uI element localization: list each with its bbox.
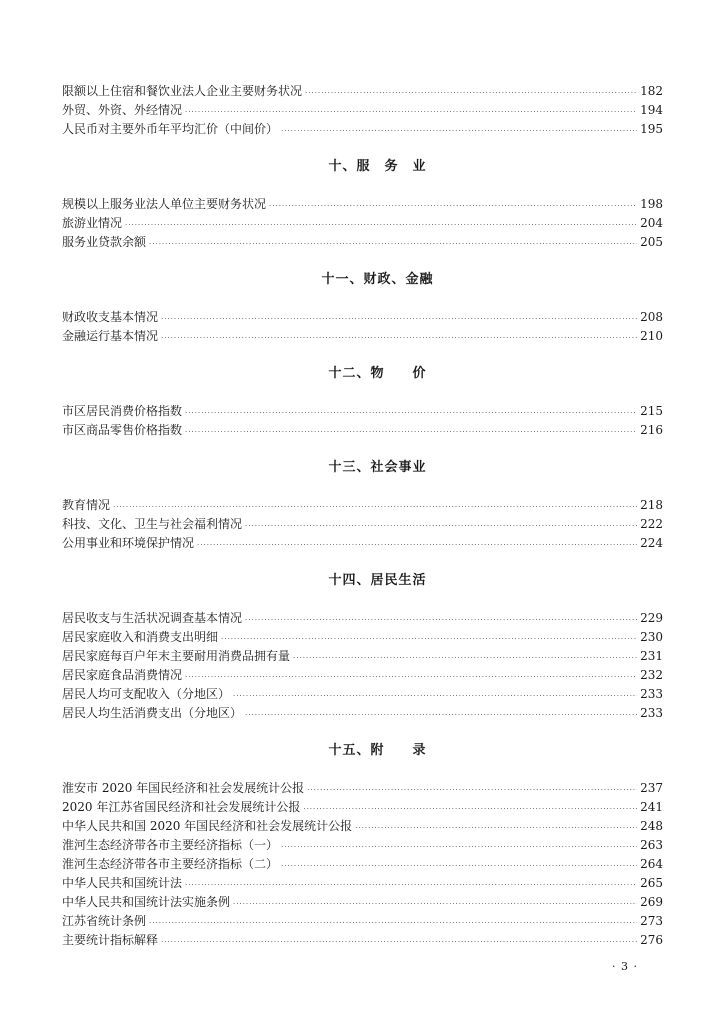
entry-title: 居民人均可支配收入（分地区） (62, 687, 231, 701)
entry-page-number: 216 (640, 423, 663, 437)
dot-leader (303, 800, 637, 819)
entry-page-number: 230 (640, 630, 663, 644)
section-heading: 十五、附 录 (328, 743, 427, 758)
entry-title: 规模以上服务业法人单位主要财务状况 (62, 197, 267, 211)
toc-entry[interactable] (62, 214, 663, 233)
dot-leader (305, 84, 637, 103)
toc-entry[interactable] (62, 685, 663, 704)
entry-title: 居民家庭每百户年末主要耐用消费品拥有量 (62, 649, 291, 663)
entry-title: 中华人民共和国统计法 (62, 876, 183, 890)
entry-title: 淮河生态经济带各市主要经济指标（一） (62, 838, 279, 852)
entry-page-number: 222 (640, 517, 663, 531)
entry-title: 服务业贷款余额 (62, 235, 147, 249)
section-heading: 十一、财政、金融 (321, 272, 434, 287)
section-heading: 十三、社会事业 (328, 460, 427, 475)
toc-entry[interactable] (62, 82, 663, 101)
entry-title: 淮河生态经济带各市主要经济指标（二） (62, 857, 279, 871)
dot-leader (281, 122, 637, 141)
toc-section (62, 553, 663, 723)
entry-page-number: 195 (640, 122, 663, 136)
toc-section (62, 723, 663, 950)
dot-leader (161, 310, 637, 329)
entry-page-number: 237 (640, 781, 663, 795)
entry-page-number: 232 (640, 668, 663, 682)
entry-page-number: 264 (640, 857, 663, 871)
toc-entry[interactable] (62, 798, 663, 817)
entry-page-number: 273 (640, 914, 663, 928)
entry-page-number: 204 (640, 216, 663, 230)
dot-leader (355, 819, 637, 838)
toc-entry[interactable] (62, 421, 663, 440)
entry-page-number: 218 (640, 498, 663, 512)
entry-page-number: 276 (640, 933, 663, 947)
entry-title: 限额以上住宿和餐饮业法人企业主要财务状况 (62, 84, 303, 98)
dot-leader (281, 857, 637, 876)
entry-page-number: 224 (640, 536, 663, 550)
toc-entry[interactable] (62, 874, 663, 893)
entry-title: 中华人民共和国 2020 年国民经济和社会发展统计公报 (62, 819, 353, 833)
toc-entry[interactable] (62, 195, 663, 214)
section-heading: 十四、居民生活 (328, 573, 427, 588)
toc-entry[interactable] (62, 515, 663, 534)
dot-leader (233, 687, 637, 706)
entry-page-number: 233 (640, 687, 663, 701)
entry-title: 江苏省统计条例 (62, 914, 147, 928)
entry-page-number: 210 (640, 329, 663, 343)
dot-leader (307, 781, 637, 800)
toc-entry[interactable] (62, 893, 663, 912)
entry-page-number: 231 (640, 649, 663, 663)
toc-entry[interactable] (62, 855, 663, 874)
dot-leader (293, 649, 637, 668)
toc-section (62, 82, 663, 139)
entry-title: 居民家庭收入和消费支出明细 (62, 630, 219, 644)
table-of-contents (62, 82, 663, 950)
entry-title: 人民币对主要外币年平均汇价（中间价） (62, 122, 279, 136)
page-number: · 3 · (612, 960, 638, 973)
dot-leader (197, 536, 637, 555)
dot-leader (245, 706, 637, 725)
entry-title: 财政收支基本情况 (62, 310, 159, 324)
toc-section (62, 346, 663, 440)
entry-page-number: 229 (640, 611, 663, 625)
toc-entry[interactable] (62, 931, 663, 950)
dot-leader (245, 517, 637, 536)
entry-page-number: 263 (640, 838, 663, 852)
entry-page-number: 241 (640, 800, 663, 814)
dot-leader (125, 216, 637, 235)
toc-section (62, 440, 663, 553)
toc-entry[interactable] (62, 402, 663, 421)
entry-title: 主要统计指标解释 (62, 933, 159, 947)
entry-page-number: 182 (640, 84, 663, 98)
entry-page-number: 205 (640, 235, 663, 249)
dot-leader (185, 423, 637, 442)
entry-title: 淮安市 2020 年国民经济和社会发展统计公报 (62, 781, 305, 795)
entry-title: 科技、文化、卫生与社会福利情况 (62, 517, 243, 531)
entry-title: 教育情况 (62, 498, 111, 512)
dot-leader (245, 611, 637, 630)
entry-title: 旅游业情况 (62, 216, 123, 230)
entry-page-number: 215 (640, 404, 663, 418)
toc-section (62, 252, 663, 346)
dot-leader (161, 933, 637, 952)
toc-entry[interactable] (62, 817, 663, 836)
toc-entry[interactable] (62, 308, 663, 327)
section-heading: 十二、物 价 (328, 366, 427, 381)
dot-leader (185, 404, 637, 423)
section-heading: 十、服 务 业 (328, 159, 427, 174)
dot-leader (185, 668, 637, 687)
toc-entry[interactable] (62, 836, 663, 855)
entry-title: 市区商品零售价格指数 (62, 423, 183, 437)
toc-entry[interactable] (62, 628, 663, 647)
dot-leader (161, 329, 637, 348)
toc-entry[interactable] (62, 647, 663, 666)
entry-title: 居民人均生活消费支出（分地区） (62, 706, 243, 720)
entry-page-number: 194 (640, 103, 663, 117)
toc-entry[interactable] (62, 534, 663, 553)
dot-leader (149, 914, 637, 933)
entry-title: 居民收支与生活状况调查基本情况 (62, 611, 243, 625)
entry-title: 外贸、外资、外经情况 (62, 103, 183, 117)
dot-leader (149, 235, 637, 254)
entry-title: 市区居民消费价格指数 (62, 404, 183, 418)
dot-leader (185, 876, 637, 895)
entry-page-number: 248 (640, 819, 663, 833)
entry-title: 金融运行基本情况 (62, 329, 159, 343)
toc-entry[interactable] (62, 666, 663, 685)
entry-title: 居民家庭食品消费情况 (62, 668, 183, 682)
entry-page-number: 208 (640, 310, 663, 324)
toc-entry[interactable] (62, 609, 663, 628)
toc-entry[interactable] (62, 120, 663, 139)
entry-title: 中华人民共和国统计法实施条例 (62, 895, 231, 909)
toc-entry[interactable] (62, 704, 663, 723)
toc-entry[interactable] (62, 101, 663, 120)
entry-page-number: 198 (640, 197, 663, 211)
entry-title: 公用事业和环境保护情况 (62, 536, 195, 550)
toc-entry[interactable] (62, 779, 663, 798)
toc-entry[interactable] (62, 496, 663, 515)
toc-entry[interactable] (62, 327, 663, 346)
toc-entry[interactable] (62, 233, 663, 252)
toc-section (62, 139, 663, 252)
dot-leader (281, 838, 637, 857)
entry-page-number: 269 (640, 895, 663, 909)
dot-leader (269, 197, 637, 216)
entry-page-number: 233 (640, 706, 663, 720)
entry-title: 2020 年江苏省国民经济和社会发展统计公报 (62, 800, 301, 814)
entry-page-number: 265 (640, 876, 663, 890)
toc-entry[interactable] (62, 912, 663, 931)
dot-leader (233, 895, 637, 914)
